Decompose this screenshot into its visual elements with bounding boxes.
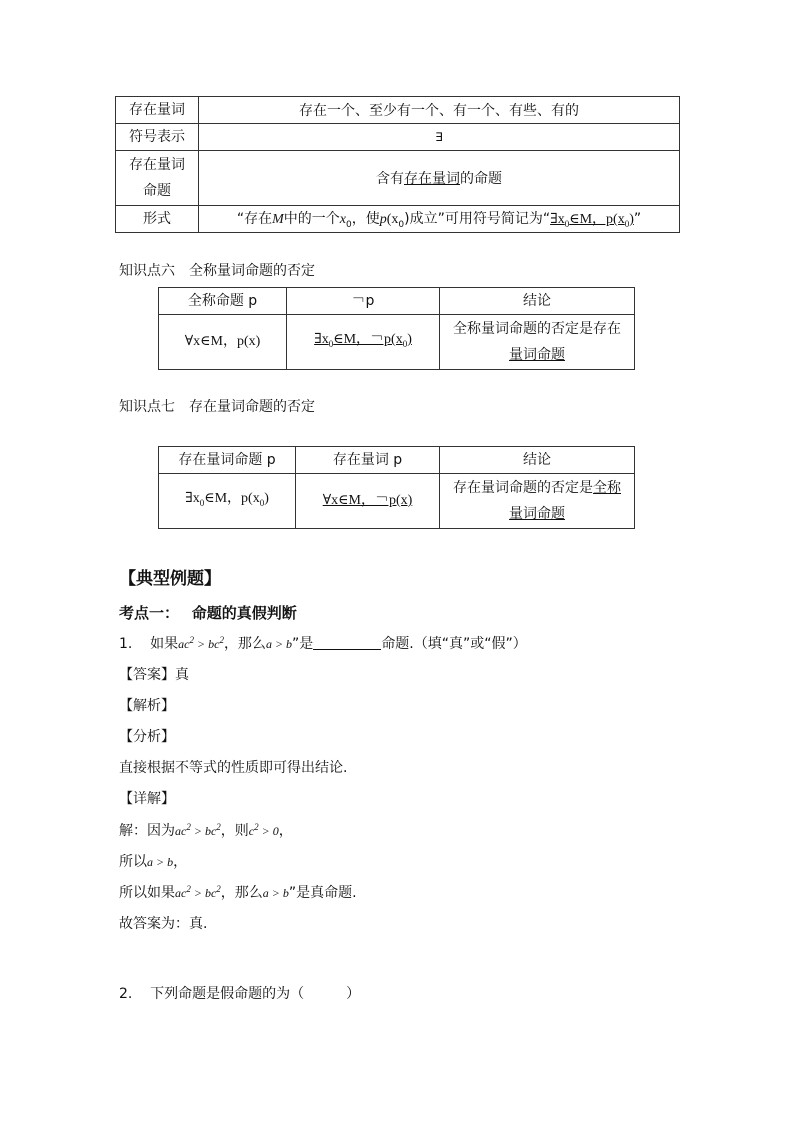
table-cell bbox=[159, 474, 296, 529]
table-label: 符号表示 bbox=[116, 124, 199, 151]
math-text: bc bbox=[208, 637, 220, 651]
subscript: 0 bbox=[346, 219, 352, 230]
underlined-math bbox=[314, 332, 412, 347]
text-segment: ”是真命题. bbox=[288, 885, 357, 901]
math-expr bbox=[178, 637, 224, 651]
table-header: 存在量词命题 p bbox=[159, 447, 296, 474]
text-segment: 的命题 bbox=[460, 171, 502, 187]
subscript: 0 bbox=[199, 497, 205, 508]
table-header: ￢p bbox=[287, 288, 440, 315]
superscript: 2 bbox=[186, 884, 191, 894]
question-1 bbox=[119, 633, 527, 653]
math-var: p bbox=[379, 212, 387, 228]
underlined-text: 存在量词 bbox=[404, 171, 460, 187]
table-label: 形式 bbox=[116, 206, 199, 233]
table-value bbox=[199, 206, 680, 233]
text-segment: 命题.（填“真”或“假”） bbox=[381, 636, 527, 652]
math-text: bc bbox=[204, 886, 217, 900]
text-segment: “存在 bbox=[236, 211, 273, 228]
table-row bbox=[116, 97, 680, 124]
table-cell bbox=[440, 474, 635, 529]
subscript: 0 bbox=[398, 219, 405, 230]
math-expr bbox=[175, 824, 221, 838]
subscript: 0 bbox=[624, 218, 630, 229]
math-text: > 0 bbox=[258, 824, 279, 838]
text-segment: ， bbox=[278, 823, 293, 839]
underlined-math bbox=[550, 212, 634, 227]
text-segment: ” bbox=[633, 211, 642, 228]
table-header: 结论 bbox=[440, 447, 635, 474]
subscript: 0 bbox=[259, 497, 265, 508]
solution-line-1 bbox=[119, 820, 293, 840]
math-expr: a > b bbox=[262, 886, 289, 900]
fenxi-heading: 【分析】 bbox=[119, 729, 175, 745]
math-text: ∈M，p(x bbox=[204, 491, 260, 507]
fenxi-text: 直接根据不等式的性质即可得出结论. bbox=[119, 760, 348, 776]
detail-heading: 【详解】 bbox=[119, 791, 175, 807]
solution-line-2 bbox=[119, 851, 187, 871]
subscript: 0 bbox=[564, 218, 570, 229]
answer-line: 【答案】真 bbox=[119, 667, 189, 683]
table-row bbox=[116, 151, 680, 206]
math-text: > bbox=[190, 824, 205, 838]
solution-line-4: 故答案为：真. bbox=[119, 916, 208, 932]
math-var: M bbox=[272, 212, 284, 228]
table-label bbox=[116, 151, 199, 206]
math-text: ∈M，p(x bbox=[569, 212, 625, 228]
text-segment: ，使 bbox=[351, 211, 380, 228]
math-text: (x bbox=[386, 212, 399, 228]
table-row bbox=[116, 206, 680, 233]
math-text: ∃x bbox=[185, 491, 200, 507]
text-segment: 存在量词命题的否定是 bbox=[453, 480, 593, 496]
math-expr: a > b bbox=[265, 637, 293, 651]
superscript: 2 bbox=[189, 635, 194, 645]
question-number: 2. bbox=[119, 986, 133, 1002]
table-cell: ∀x∈M，￢p(x) bbox=[296, 474, 440, 529]
math-text: ) bbox=[407, 332, 412, 348]
text-segment: 如果 bbox=[150, 636, 179, 652]
superscript: 2 bbox=[216, 822, 221, 832]
existential-negation-table bbox=[158, 446, 635, 529]
math-text: bc bbox=[204, 824, 217, 838]
table-value: ∃ bbox=[199, 124, 680, 151]
table-label-line: 存在量词 bbox=[129, 157, 185, 173]
underlined-text: 量词命题 bbox=[509, 347, 565, 363]
question-2 bbox=[119, 983, 360, 1003]
math-text: ) bbox=[264, 491, 269, 507]
table-value bbox=[199, 151, 680, 206]
math-text: c bbox=[248, 824, 255, 838]
text-segment: 所以 bbox=[119, 854, 147, 870]
math-expr bbox=[175, 886, 221, 900]
underlined-text: 量词命题 bbox=[509, 506, 565, 522]
table-cell: ∀x∈M，p(x) bbox=[159, 315, 287, 370]
text-segment: ，则 bbox=[220, 823, 249, 839]
table-row bbox=[159, 315, 635, 370]
section-title: 知识点六 全称量词命题的否定 bbox=[119, 263, 315, 279]
universal-negation-table bbox=[158, 287, 635, 370]
text-segment: 含有 bbox=[376, 171, 404, 187]
text-line: 全称量词命题的否定是存在 bbox=[453, 321, 621, 337]
math-text: ∃x bbox=[550, 212, 565, 228]
table-cell bbox=[440, 315, 635, 370]
table-row bbox=[159, 474, 635, 529]
text-segment: 所以如果 bbox=[119, 885, 175, 901]
table-value: 存在一个、至少有一个、有一个、有些、有的 bbox=[199, 97, 680, 124]
math-text: ) bbox=[629, 212, 634, 228]
math-text: ac bbox=[175, 886, 187, 900]
existential-quantifier-table bbox=[115, 96, 680, 233]
table-row bbox=[116, 124, 680, 151]
answer-blank bbox=[313, 635, 381, 650]
math-text: ac bbox=[175, 824, 187, 838]
superscript: 2 bbox=[254, 822, 259, 832]
table-label-line: 命题 bbox=[143, 183, 171, 199]
text-segment: ，那么 bbox=[220, 885, 263, 901]
text-segment: 解：因为 bbox=[119, 823, 175, 839]
table-cell bbox=[287, 315, 440, 370]
math-expr: a > b bbox=[147, 855, 174, 869]
text-line bbox=[446, 475, 628, 501]
underlined-text: 全称 bbox=[593, 480, 621, 496]
section-heading: 【典型例题】 bbox=[119, 569, 221, 589]
text-segment: ， bbox=[173, 854, 188, 870]
math-var: x bbox=[339, 212, 346, 228]
analysis-heading: 【解析】 bbox=[119, 698, 175, 714]
text-segment: )成立”可用符号简记为“ bbox=[404, 211, 551, 228]
table-header-row bbox=[159, 288, 635, 315]
math-text: ∈M，￢p(x bbox=[333, 332, 403, 348]
question-number: 1. bbox=[119, 636, 133, 652]
math-expr bbox=[249, 824, 279, 838]
subscript: 0 bbox=[402, 338, 408, 349]
superscript: 2 bbox=[186, 822, 191, 832]
text-segment: ”是 bbox=[292, 636, 314, 652]
math-text: ac bbox=[178, 637, 190, 651]
question-text: 下列命题是假命题的为（ ） bbox=[150, 986, 361, 1002]
section-title: 知识点七 存在量词命题的否定 bbox=[119, 399, 315, 415]
math-text: ∃x bbox=[314, 332, 329, 348]
superscript: 2 bbox=[216, 884, 221, 894]
table-header: 结论 bbox=[440, 288, 635, 315]
math-text: > bbox=[190, 886, 205, 900]
superscript: 2 bbox=[219, 635, 224, 645]
table-header: 全称命题 p bbox=[159, 288, 287, 315]
table-header-row bbox=[159, 447, 635, 474]
topic-title: 考点一： 命题的真假判断 bbox=[119, 604, 297, 622]
table-header: 存在量词 p bbox=[296, 447, 440, 474]
text-segment: ，那么 bbox=[223, 636, 266, 652]
table-label: 存在量词 bbox=[116, 97, 199, 124]
subscript: 0 bbox=[328, 338, 334, 349]
math-text: > bbox=[194, 637, 209, 651]
text-segment: 中的一个 bbox=[283, 211, 340, 228]
solution-line-3 bbox=[119, 882, 357, 902]
